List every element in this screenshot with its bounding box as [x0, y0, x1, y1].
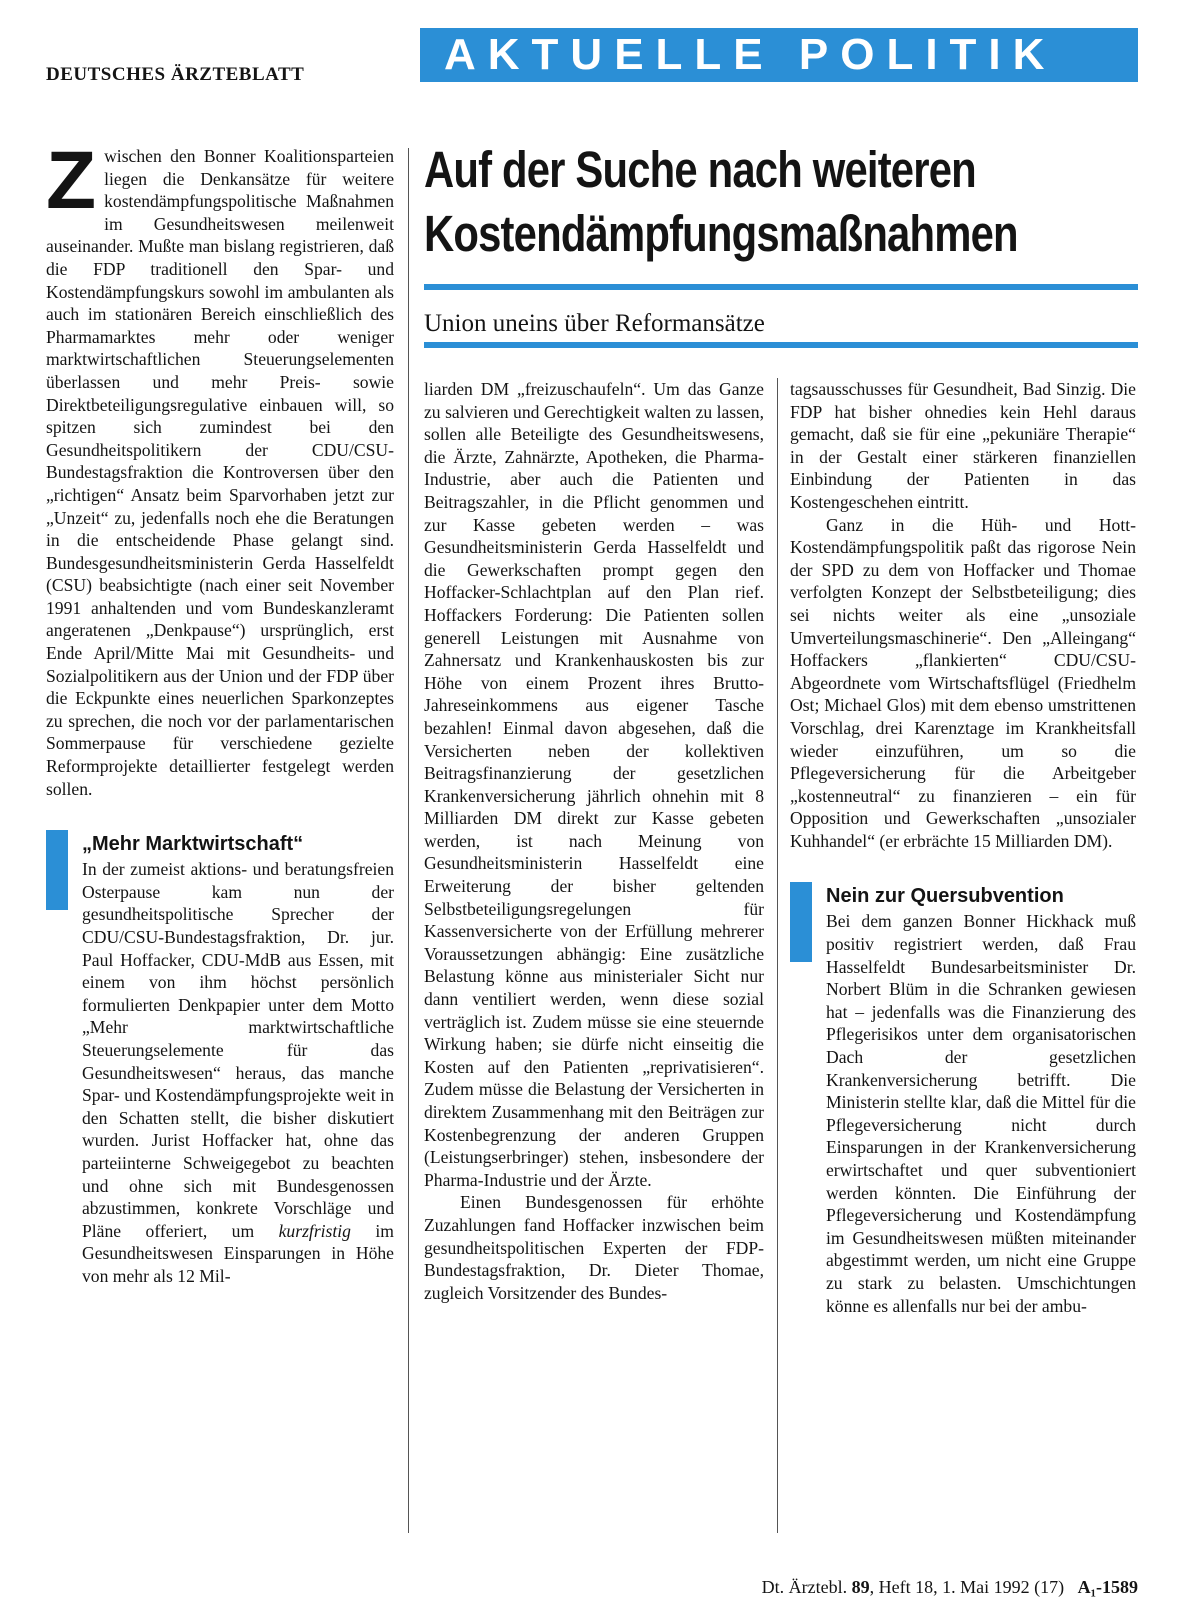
- masthead: DEUTSCHES ÄRZTEBLATT: [46, 64, 305, 85]
- paragraph: Ganz in die Hüh- und Hott-Kostendämpfungspolitik paßt das rigorose Nein der SPD zu dem von Hoffacker und Thomae verfolgten Konzept der Selbstbeteiligung; dies sei nichts weiter als eine „unsoziale Umverteilungsmaschinerie“. Den „Alleingang“ Hoffackers „flankierten“ CDU/CSU-Abgeordnete vom Wirtschaftsflügel (Friedhelm Ost; Michael Glos) mit dem ebenso umstrittenen Vorschlag, drei Karenztage im Krankheitsfall wieder einzuführen, um so die Pflegeversicherung für die Arbeitgeber „kostenneutral“ zu finanzieren – ein für Opposition und Gewerkschaften „unsozialer Kuhhandel“ (er erbrächte 15 Milliarden DM).: [790, 514, 1136, 851]
- subheadline: Union uneins über Reformansätze: [424, 310, 765, 337]
- drop-cap: Z: [46, 135, 97, 226]
- paragraph: liarden DM „freizuschaufeln“. Um das Ganze zu salvieren und Gerechtigkeit walten zu lassen, sollen alle Beteiligte des Gesundheitswesens, die Ärzte, Zahnärzte, Apotheken, die Pharma-Industrie, aber auch die Patienten und Beitragszahler, in die Pflicht genommen und zur Kasse gebeten werden – was Gesundheitsministerin Gerda Hasselfeldt und die Gewerkschaften prompt gegen den Hoffacker-Schlachtplan auf den Plan rief. Hoffackers Forderung: Die Patienten sollen generell Leistungen mit Ausnahme von Zahnersatz und Krankenhauskosten bis zur Höhe von einem Prozent ihres Brutto-Jahreseinkommens aus eigener Tasche bezahlen! Einmal davon abgesehen, daß die Versicherten neben der kollektiven Beitragsfinanzierung der gesetzlichen Krankenversicherung jährlich ohnehin mit 8 Milliarden DM direkt zur Kasse gebeten werden, ist nach Meinung von Gesundheitsministerin Hasselfeldt eine Erweiterung der bisher geltenden Selbstbeteiligungsregelungen für Kassenversicherte von der Erfüllung mehrerer Voraussetzungen abhängig: Eine zusätzliche Belastung könne aus ministerialer Sicht nur dann ventiliert werden, wenn diese sozial verträglich ist. Zudem müsse sie eine steuernde Wirkung haben; sie dürfe nicht einseitig die Kosten auf den Patienten „reprivatisieren“. Zudem müsse die Belastung der Versicherten in direktem Zusammenhang mit den Beiträgen zur Kostenbegrenzung der anderen Gruppen (Leistungserbringer) stehen, insbesondere der Pharma-Industrie und der Ärzte.: [424, 379, 764, 1190]
- subheadline-rule: [424, 342, 1138, 348]
- column-2: [424, 378, 764, 1304]
- headline-rule: [424, 284, 1138, 290]
- section-marker: [46, 830, 68, 910]
- column-1: [46, 135, 394, 1296]
- paragraph: tagsausschusses für Gesundheit, Bad Sinzig. Die FDP hat bisher ohnedies kein Hehl daraus gemacht, daß sie für eine „pekuniäre Therapie“ in der Gestalt einer stärkeren finanziellen Einbindung der Patienten in das Kostengeschehen eintritt.: [790, 379, 1136, 512]
- headline-line-1: Auf der Suche nach weiteren: [424, 141, 976, 198]
- lead-paragraph: Zwischen den Bonner Koalitionsparteien liegen die Denkansätze für weitere kostendämpfungspolitische Maßnahmen im Gesundheitswesen meilenweit auseinander. Mußte man bislang registrieren, daß die FDP traditionell den Spar- und Kostendämpfungskurs sowohl im ambulanten als auch im stationären Bereich einschließlich des Pharmamarktes mehr oder weniger marktwirtschaftlichen Steuerungselementen überlassen und mehr Preis- sowie Direktbeteiligungsregulative einbauen will, so spitzen sich zumindest bei den Gesundheitspolitikern der CDU/CSU-Bundestagsfraktion die Kontroversen über den „richtigen“ Ansatz beim Sparvorhaben jetzt zur „Unzeit“ zu, jedenfalls noch ehe die Beratungen in die entscheidende Phase gelangt sind. Bundesgesundheitsministerin Gerda Hasselfeldt (CSU) beabsichtigte (nach einer seit November 1991 anhaltenden und vom Bundeskanzleramt angeratenen „Denkpause“) ursprünglich, erst Ende April/Mitte Mai mit Gesundheits- und Sozialpolitikern aus der Union und der FDP über die Eckpunkte eines neuerlichen Sparkonzeptes zu sprechen, die noch vor der parlamentarischen Sommerpause für verschiedene gezielte Reformprojekte detaillierter festgelegt werden sollen.: [46, 135, 394, 799]
- paragraph: In der zumeist aktions- und beratungsfreien Osterpause kam nun der gesundheitspolitische Sprecher der CDU/CSU-Bundestagsfraktion, Dr. jur. Paul Hoffacker, CDU-MdB aus Essen, mit einem von ihm höchst persönlich formulierten Denkpapier unter dem Motto „Mehr marktwirtschaftliche Steuerungselemente für das Gesundheitswesen“ heraus, das manche Spar- und Kostendämpfungsprojekte weit in den Schatten stellt, die bisher diskutiert wurden. Jurist Hoffacker hat, ohne das parteiinterne Schweigegebot zu beachten und ohne sich mit Bundesgenossen abzustimmen, konkrete Vorschläge und Pläne offeriert, um kurzfristig im Gesundheitswesen Einsparungen in Höhe von mehr als 12 Mil-: [82, 859, 394, 1286]
- column-divider-1: [408, 148, 409, 1533]
- column-divider-2: [777, 378, 778, 1533]
- journal-name: Dt. Ärztebl.: [761, 1577, 852, 1597]
- section-mehr-marktwirtschaft: [46, 830, 394, 1287]
- section-nein-zur-quersubvention: [790, 882, 1136, 1317]
- section-rubric: AKTUELLE POLITIK: [420, 28, 1138, 82]
- headline-line-2: Kostendämpfungsmaßnahmen: [424, 205, 1018, 262]
- column-3: [790, 378, 1136, 1325]
- paragraph: Einen Bundesgenossen für erhöhte Zuzahlungen fand Hoffacker inzwischen beim gesundheitspolitischen Experten der FDP-Bundestagsfraktion, Dr. Dieter Thomae, zugleich Vorsitzender des Bundes-: [424, 1192, 764, 1303]
- section-marker: [790, 882, 812, 962]
- section-title: „Mehr Marktwirtschaft“: [82, 833, 304, 856]
- page-number: A₁-1589: [1077, 1577, 1138, 1597]
- paragraph: Bei dem ganzen Bonner Hickhack muß positiv registriert werden, daß Frau Hasselfeldt Bundesarbeitsminister Dr. Norbert Blüm in die Schranken gewiesen hat – jedenfalls was die Finanzierung des Pflegerisikos unter dem organisatorischen Dach der gesetzlichen Krankenversicherung betrifft. Die Ministerin stellte klar, daß die Mittel für die Pflegeversicherung nicht durch Einsparungen in der Krankenversicherung erwirtschaftet und quer subventioniert werden könnten. Die Einführung der Pflegeversicherung und Kostendämpfung im Gesundheitswesen müßten miteinander abgestimmt werden, um nicht eine Gruppe zu stark zu belasten. Umschichtungen könne es allenfalls nur bei der ambu-: [826, 911, 1136, 1316]
- headline: [424, 138, 1018, 266]
- volume: 89: [851, 1577, 870, 1597]
- issue: , Heft 18, 1. Mai 1992 (17): [869, 1577, 1065, 1597]
- section-title: Nein zur Quersubvention: [826, 885, 1064, 908]
- page-footer: [762, 1577, 1138, 1598]
